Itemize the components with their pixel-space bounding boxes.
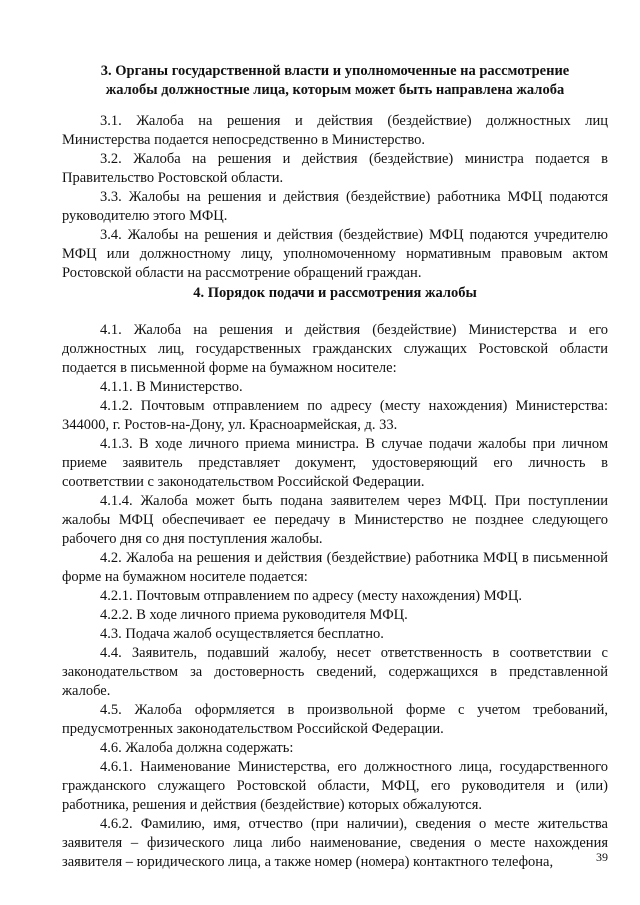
paragraph-4-6-1: 4.6.1. Наименование Министерства, его должностного лица, государственного гражданского служащего Ростовской области, МФЦ, его руководителя и (или) работника, решения и действия (бездействие) которых обжалуются. [62, 759, 608, 814]
page-number: 39 [596, 850, 608, 864]
paragraph-4-1-3: 4.1.3. В ходе личного приема министра. В случае подачи жалобы при личном приеме заявитель представляет документ, удостоверяющий его личность в соответствии с законодательством Российской Федерации. [62, 436, 608, 491]
paragraph-4-2-1: 4.2.1. Почтовым отправлением по адресу (месту нахождения) МФЦ. [100, 588, 522, 604]
paragraph-3-1: 3.1. Жалоба на решения и действия (бездействие) должностных лиц Министерства подается непосредственно в Министерство. [62, 113, 608, 149]
paragraph-4-1-4: 4.1.4. Жалоба может быть подана заявителем через МФЦ. При поступлении жалобы МФЦ обеспечивает ее передачу в Министерство не позднее следующего рабочего дня со дня поступления жалобы. [62, 493, 608, 548]
paragraph-4-1-1: 4.1.1. В Министерство. [100, 379, 243, 395]
section-4-heading: 4. Порядок подачи и рассмотрения жалобы [193, 285, 477, 301]
paragraph-4-2: 4.2. Жалоба на решения и действия (бездействие) работника МФЦ в письменной форме на бумажном носителе подается: [62, 550, 608, 586]
paragraph-3-3: 3.3. Жалобы на решения и действия (бездействие) работника МФЦ подаются руководителю этого МФЦ. [62, 189, 608, 225]
paragraph-4-1: 4.1. Жалоба на решения и действия (бездействие) Министерства и его должностных лиц, государственных гражданских служащих Ростовской области подается в письменной форме на бумажном носителе: [62, 322, 608, 377]
paragraph-4-2-2: 4.2.2. В ходе личного приема руководителя МФЦ. [100, 607, 408, 623]
paragraph-4-6: 4.6. Жалоба должна содержать: [100, 740, 294, 756]
paragraph-3-4: 3.4. Жалобы на решения и действия (бездействие) МФЦ подаются учредителю МФЦ или должностному лицу, уполномоченному нормативным правовым актом Ростовской области на рассмотрение обращений граждан. [62, 227, 608, 282]
paragraph-3-2: 3.2. Жалоба на решения и действия (бездействие) министра подается в Правительство Ростовской области. [62, 151, 608, 187]
paragraph-4-3: 4.3. Подача жалоб осуществляется бесплатно. [100, 626, 384, 642]
paragraph-4-4: 4.4. Заявитель, подавший жалобу, несет ответственность в соответствии с законодательством за достоверность сведений, содержащихся в представленной жалобе. [62, 645, 608, 700]
paragraph-4-1-2: 4.1.2. Почтовым отправлением по адресу (месту нахождения) Министерства: 344000, г. Ростов-на-Дону, ул. Красноармейская, д. 33. [62, 398, 608, 434]
section-3-heading [62, 62, 608, 100]
section-3-heading-line-1: 3. Органы государственной власти и уполномоченные на рассмотрение [100, 63, 570, 79]
paragraph-4-6-2: 4.6.2. Фамилию, имя, отчество (при наличии), сведения о месте жительства заявителя – физического лица либо наименование, сведения о месте нахождения заявителя – юридического лица, а также номер (номера) контактного телефона, [62, 816, 608, 871]
paragraph-4-5: 4.5. Жалоба оформляется в произвольной форме с учетом требований, предусмотренных законодательством Российской Федерации. [62, 702, 608, 738]
section-3-heading-line-2: жалобы должностные лица, которым может быть направлена жалоба [105, 82, 565, 98]
